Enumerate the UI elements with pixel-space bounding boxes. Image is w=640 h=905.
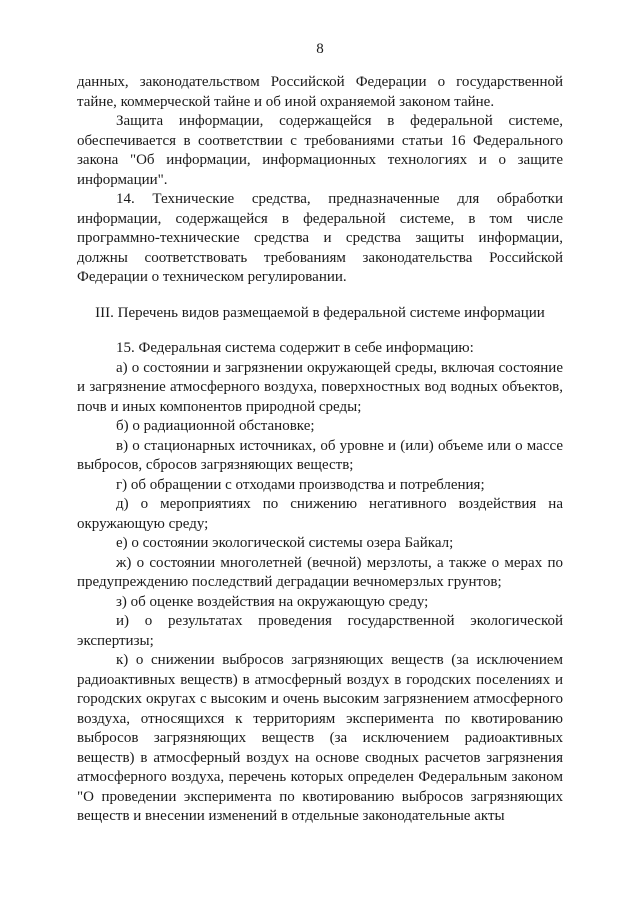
list-item: и) о результатах проведения государственной экологической экспертизы;	[77, 613, 563, 649]
document-page	[77, 0, 563, 905]
list-item: в) о стационарных источниках, об уровне и (или) объеме или о массе выбросов, сбросов загрязняющих веществ;	[77, 437, 563, 473]
paragraph: данных, законодательством Российской Федерации о государственной тайне, коммерческой тайне и об иной охраняемой законом тайне.	[77, 74, 563, 110]
list-item: ж) о состоянии многолетней (вечной) мерзлоты, а также о мерах по предупреждению последствий деградации вечномерзлых грунтов;	[77, 554, 563, 590]
paragraph: 14. Технические средства, предназначенные для обработки информации, содержащейся в федеральной системе, в том числе программно-технические средства и средства защиты информации, должны соответствовать требованиям законодательства Российской Федерации о техническом регулировании.	[77, 191, 563, 285]
document-body	[77, 73, 563, 827]
list-item: к) о снижении выбросов загрязняющих веществ (за исключением радиоактивных веществ) в атмосферный воздух в городских поселениях и городских округах с высоким и очень высоким загрязнением атмосферного воздуха, относящихся к территориям эксперимента по квотированию выбросов загрязняющих веществ (за исключением радиоактивных веществ) в атмосферный воздух на основе сводных расчетов загрязнения атмосферного воздуха, перечень которых определен Федеральным законом "О проведении эксперимента по квотированию выбросов загрязняющих веществ и внесении изменений в отдельные законодательные акты	[77, 652, 563, 824]
list-item: д) о мероприятиях по снижению негативного воздействия на окружающую среду;	[77, 496, 563, 532]
list-item: б) о радиационной обстановке;	[116, 418, 315, 434]
page-number: 8	[316, 41, 324, 57]
paragraph: Защита информации, содержащейся в федеральной системе, обеспечивается в соответствии с требованиями статьи 16 Федерального закона "Об информации, информационных технологиях и о защите информации".	[77, 113, 563, 188]
section-heading: III. Перечень видов размещаемой в федеральной системе информации	[95, 304, 545, 321]
list-intro: 15. Федеральная система содержит в себе информацию:	[116, 340, 474, 356]
list-item: е) о состоянии экологической системы озера Байкал;	[116, 535, 454, 551]
list-item: а) о состоянии и загрязнении окружающей среды, включая состояние и загрязнение атмосферного воздуха, поверхностных вод водных объектов, почв и иных компонентов природной среды;	[77, 359, 563, 415]
list-item: з) об оценке воздействия на окружающую среду;	[116, 593, 429, 610]
list-item: г) об обращении с отходами производства и потребления;	[116, 476, 485, 493]
